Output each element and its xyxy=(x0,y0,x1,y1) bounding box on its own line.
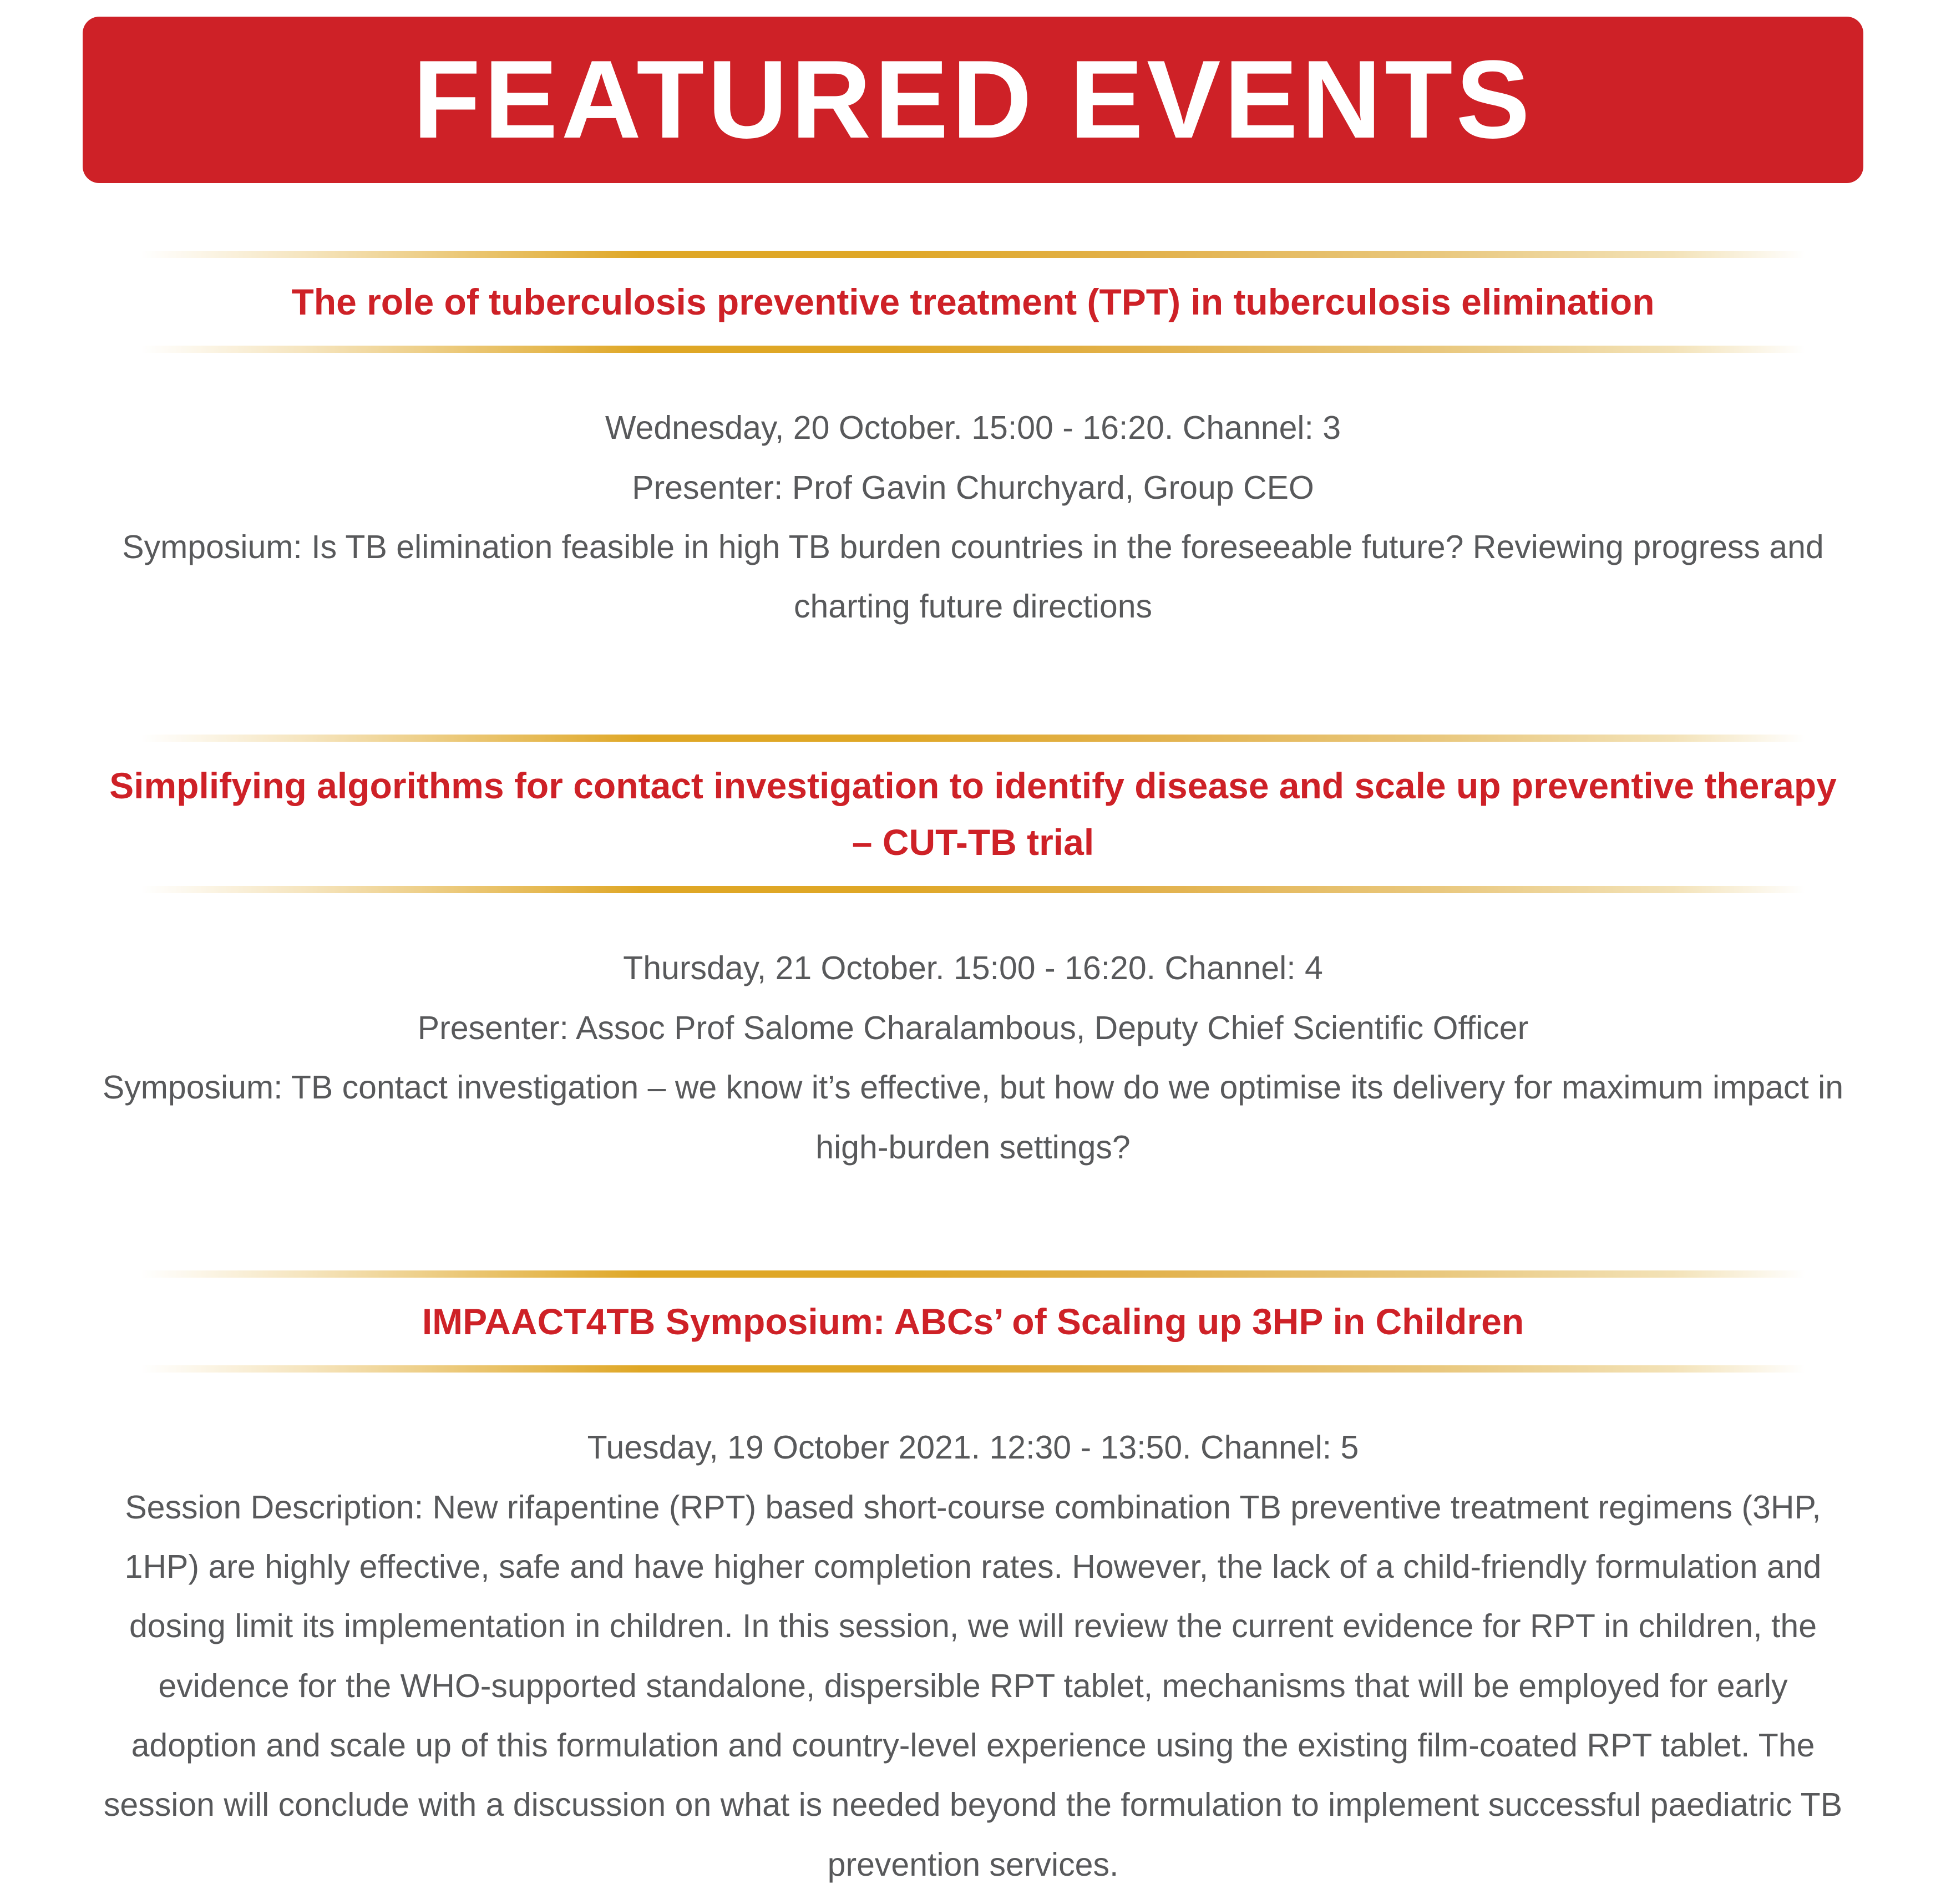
gold-divider-bottom xyxy=(141,886,1805,893)
event-section-tpt xyxy=(74,251,1872,637)
event-details xyxy=(99,939,1847,1177)
gold-divider-bottom xyxy=(141,346,1805,353)
event-symposium: Symposium: TB contact investigation – we know it’s effective, but how do we optimise its delivery for maximum impact in high-burden settings? xyxy=(102,1069,1844,1166)
event-title: IMPAACT4TB Symposium: ABCs’ of Scaling up 3HP in Children xyxy=(422,1300,1524,1342)
event-datetime: Thursday, 21 October. 15:00 - 16:20. Channel: 4 xyxy=(623,950,1323,987)
event-symposium: Symposium: Is TB elimination feasible in high TB burden countries in the foreseeable future? Reviewing progress and charting future directions xyxy=(122,529,1824,625)
event-presenter: Presenter: Assoc Prof Salome Charalambous, Deputy Chief Scientific Officer xyxy=(417,1009,1529,1046)
event-details xyxy=(99,1418,1847,1895)
event-section-impaact4tb xyxy=(74,1270,1872,1895)
event-presenter: Presenter: Prof Gavin Churchyard, Group CEO xyxy=(632,469,1314,506)
event-details xyxy=(99,398,1847,637)
event-section-cut-tb xyxy=(74,735,1872,1177)
event-datetime: Wednesday, 20 October. 15:00 - 16:20. Channel: 3 xyxy=(605,409,1341,447)
event-title: Simplifying algorithms for contact investigation to identify disease and scale up preventive therapy – CUT-TB trial xyxy=(109,764,1837,863)
banner-title: FEATURED EVENTS xyxy=(413,38,1533,161)
gold-divider-bottom xyxy=(141,1365,1805,1373)
gold-divider-top xyxy=(141,251,1805,258)
event-description: Session Description: New rifapentine (RPT) based short-course combination TB preventive treatment regimens (3HP, 1HP) are highly effective, safe and have higher completion rates. However, the lack of a child-friendly formulation and dosing limit its implementation in children. In this session, we will review the current evidence for RPT in children, the evidence for the WHO-supported standalone, dispersible RPT tablet, mechanisms that will be employed for early adoption and scale up of this formulation and country-level experience using the existing film-coated RPT tablet. The session will conclude with a discussion on what is needed beyond the formulation to implement successful paediatric TB prevention services. xyxy=(103,1488,1843,1883)
event-title: The role of tuberculosis preventive treatment (TPT) in tuberculosis elimination xyxy=(291,281,1655,322)
featured-events-banner xyxy=(83,17,1863,183)
event-datetime: Tuesday, 19 October 2021. 12:30 - 13:50. Channel: 5 xyxy=(587,1429,1359,1466)
gold-divider-top xyxy=(141,1270,1805,1278)
gold-divider-top xyxy=(141,735,1805,742)
